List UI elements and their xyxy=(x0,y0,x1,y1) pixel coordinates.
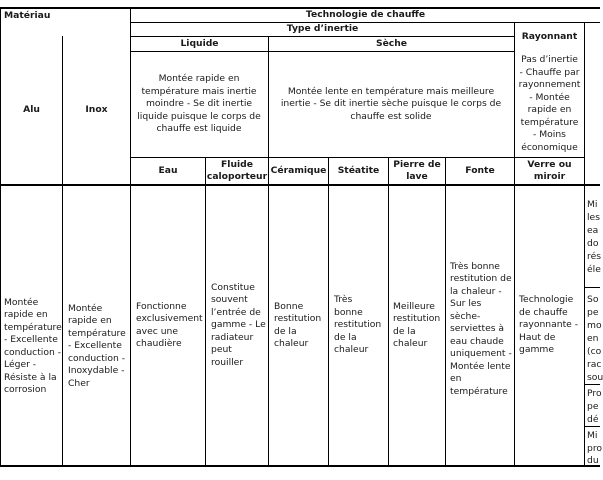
cut-fragment-0: Mi xyxy=(587,199,598,210)
cut-fragment-10: (co xyxy=(587,346,602,357)
col-sep-rayon-cut xyxy=(584,22,585,466)
rule-bottom xyxy=(0,465,600,467)
cut-fragment-2: ea xyxy=(587,225,599,236)
cut-fragment-5: éle xyxy=(587,264,601,275)
header-inox: Inox xyxy=(85,104,108,116)
header-seche: Sèche xyxy=(375,37,408,49)
cut-fragment-15: dé xyxy=(587,414,599,425)
cut-fragment-14: pe xyxy=(587,401,599,412)
detail-pierre: Meilleure restitution de la chaleur xyxy=(393,300,441,349)
subtype-eau: Eau xyxy=(158,164,178,176)
subtype-fluide: Fluide caloporteur xyxy=(206,158,268,182)
detail-fonte: Très bonne restitution de la chaleur - Sur les sèche-serviettes à eau chaude uniquement - Montée lente en température xyxy=(450,260,512,397)
cut-fragment-12: sou xyxy=(587,372,603,383)
header-materiau: Matériau xyxy=(4,9,51,21)
subtype-steatite: Stéatite xyxy=(337,164,380,176)
cut-fragment-8: mo xyxy=(587,320,602,331)
cut-fragment-13: Pro xyxy=(587,388,602,399)
detail-fluide: Constitue souvent l’entrée de gamme - Le radiateur peut rouiller xyxy=(211,281,266,368)
cut-fragment-11: rac xyxy=(587,359,602,370)
cut-fragment-3: do xyxy=(587,238,599,249)
header-alu: Alu xyxy=(23,104,40,116)
header-liquide: Liquide xyxy=(180,37,219,49)
cut-fragment-4: rés xyxy=(587,251,602,262)
cut-fragment-17: pro xyxy=(587,443,603,454)
header-rayonnant: Rayonnant xyxy=(521,30,578,42)
cut-fragment-7: pe xyxy=(587,307,599,318)
header-type-inertie: Type d’inertie xyxy=(286,23,359,35)
detail-ceramique: Bonne restitution de la chaleur xyxy=(274,300,322,349)
cut-fragment-9: en xyxy=(587,333,599,344)
header-technologie: Technologie de chauffe xyxy=(305,9,426,21)
cut-fragment-16: Mi xyxy=(587,430,598,441)
subtype-verre: Verre ou miroir xyxy=(527,158,572,182)
rule-cut-1 xyxy=(584,287,600,288)
subtype-fonte: Fonte xyxy=(465,164,495,176)
cut-fragment-1: les xyxy=(587,212,600,223)
cut-fragment-6: So xyxy=(587,294,599,305)
desc-rayonnant: Pas d’inertie - Chauffe par rayonnement - Montée rapide en température - Moins économique xyxy=(518,54,581,153)
detail-verre: Technologie de chauffe rayonnante - Haut de gamme xyxy=(519,294,579,356)
cut-fragment-18: du xyxy=(587,455,599,466)
detail-inox: Montée rapide en température - Excellente conduction - Inoxydable - Cher xyxy=(68,302,126,389)
desc-seche: Montée lente en température mais meilleure inertie - Se dit inertie sèche puisque le corps de chauffe est solide xyxy=(280,85,502,122)
desc-liquide: Montée rapide en température mais inertie moindre - Se dit inertie liquide puisque le corps de chauffe est liquide xyxy=(137,73,261,135)
detail-alu: Montée rapide en température - Excellente conduction - Léger - Résiste à la corrosion xyxy=(4,296,62,395)
subtype-pierre: Pierre de lave xyxy=(393,158,441,182)
subtype-ceramique: Céramique xyxy=(270,164,327,176)
detail-eau: Fonctionne exclusivement avec une chaudière xyxy=(136,300,203,349)
detail-steatite: Très bonne restitution de la chaleur xyxy=(334,294,382,356)
